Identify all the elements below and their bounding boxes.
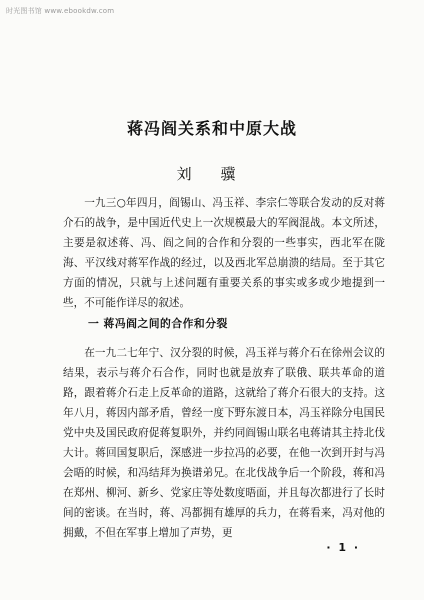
section-heading: 一 蒋冯阎之间的合作和分裂 (88, 317, 228, 330)
author-name: 刘 骥 (176, 165, 248, 183)
page-number: · 1 · (326, 541, 360, 554)
article-title: 蒋冯阎关系和中原大战 (126, 119, 297, 138)
intro-paragraph-block (63, 193, 385, 313)
body-paragraph-block (63, 343, 385, 543)
body-paragraph: 在一九二七年宁、汉分裂的时候，冯玉祥与蒋介石在徐州会议的结果，表示与蒋介石合作，同时也就是放弃了联俄、联共革命的道路，跟着蒋介石走上反革命的道路，这就给了蒋介石很大的支持。这年八月，蒋因内部矛盾，曾经一度下野东渡日本，冯玉祥除分电国民党中央及国民政府促蒋复职外，并约同阎锡山联名电蒋请其主持北伐大计。蒋回国复职后，深感进一步拉冯的必要，在他一次到开封与冯会晤的时候，和冯结拜为换谱弟兄。在北伐战争后一个阶段，蒋和冯在郑州、柳河、新乡、党家庄等处数度晤面，并且每次都进行了长时间的密谈。在当时，蒋、冯都拥有雄厚的兵力，在蒋看来，冯对他的拥戴，不但在军事上增加了声势，更 (63, 347, 385, 539)
watermark-text: 时光图书馆 www.ebookdw.com (6, 7, 115, 15)
intro-paragraph: 一九三○年四月，阎锡山、冯玉祥、李宗仁等联合发动的反对蒋介石的战争，是中国近代史上一次规模最大的军阀混战。本文所述，主要是叙述蒋、冯、阎之间的合作和分裂的一些事实，西北军在陇海、平汉线对蒋军作战的经过，以及西北军总崩溃的结局。至于其它方面的情况，只就与上述问题有重要关系的事实或多或少地提到一些，不可能作详尽的叙述。 (63, 197, 385, 309)
